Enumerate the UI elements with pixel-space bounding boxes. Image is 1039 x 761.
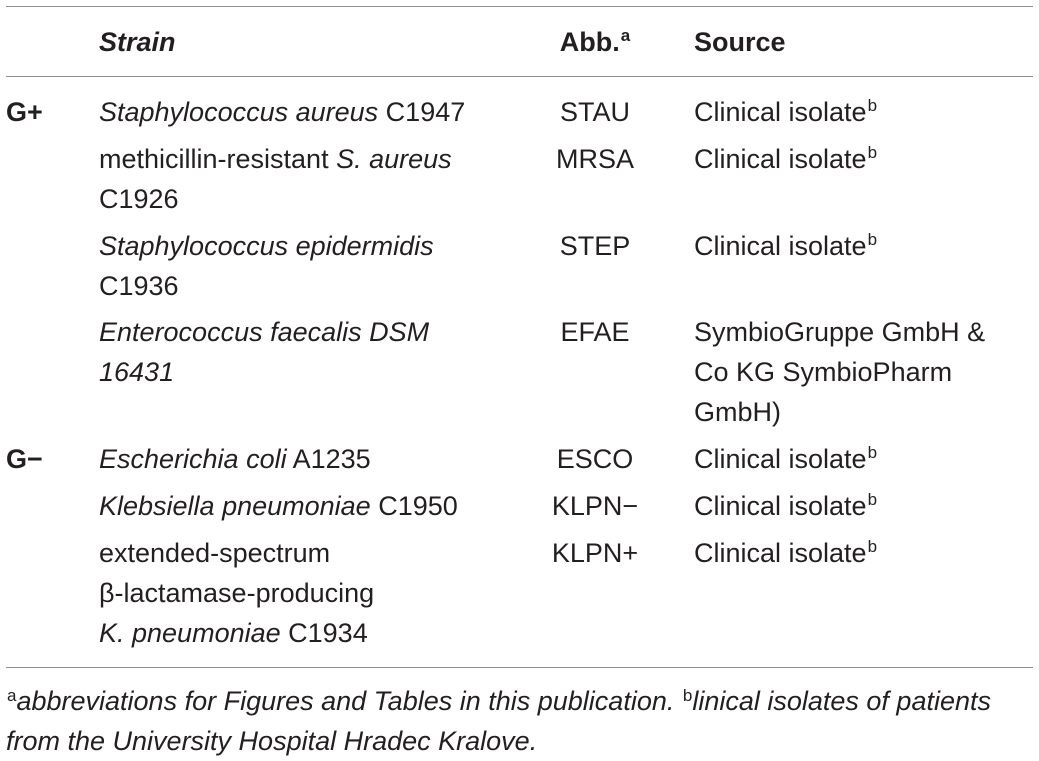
header-rule (6, 76, 1033, 77)
table-bottom-rule (6, 667, 1033, 668)
abb-cell: MRSA (555, 144, 634, 174)
abb-cell: ESCO (556, 444, 634, 474)
strain-cell: Escherichia coli A1235 (99, 444, 371, 474)
strain-cell-continued: 16431 (99, 357, 175, 387)
strain-cell-continued: C1926 (99, 184, 179, 214)
abb-cell: STEP (559, 231, 631, 261)
group-label-gram-positive: G+ (6, 97, 43, 127)
strain-cell: Klebsiella pneumoniae C1950 (99, 491, 458, 521)
source-cell: Clinical isolate$^b$ (694, 490, 878, 521)
strain-cell: Staphylococcus aureus C1947 (99, 97, 466, 127)
strain-cell: extended-spectrum (99, 538, 331, 568)
source-cell: Clinical isolate$^b$ (694, 230, 878, 261)
strain-cell-continued: C1936 (99, 271, 179, 301)
table-footnote: $^a$abbreviations for Figures and Tables in this publication. $^b$linical isolates of patients from the University Hospital Hradec Kralove. (6, 686, 991, 756)
source-cell-continued: Co KG SymbioPharm (694, 357, 953, 387)
source-cell: SymbioGruppe GmbH & (694, 317, 986, 347)
strain-cell-continued: β-lactamase-producing (99, 578, 375, 608)
column-header-source: Source (694, 27, 786, 57)
strain-cell: Enterococcus faecalis DSM (99, 317, 430, 347)
group-label-gram-negative: G− (6, 444, 43, 474)
source-cell: Clinical isolate$^b$ (694, 96, 878, 127)
source-cell: Clinical isolate$^b$ (694, 537, 878, 568)
abb-cell: STAU (559, 97, 630, 127)
table-top-rule (6, 6, 1033, 7)
column-header-abb: Abb.$^a$ (559, 26, 631, 57)
source-cell-continued: GmbH) (694, 397, 781, 427)
strain-cell: Staphylococcus epidermidis (99, 231, 434, 261)
abb-cell: KLPN− (551, 491, 639, 521)
abb-cell: KLPN+ (551, 538, 639, 568)
strain-cell-continued: K. pneumoniae C1934 (99, 618, 368, 648)
strain-cell: methicillin-resistant S. aureus (99, 144, 452, 174)
column-header-strain: Strain (99, 27, 176, 57)
abb-cell: EFAE (560, 317, 630, 347)
source-cell: Clinical isolate$^b$ (694, 143, 878, 174)
source-cell: Clinical isolate$^b$ (694, 443, 878, 474)
